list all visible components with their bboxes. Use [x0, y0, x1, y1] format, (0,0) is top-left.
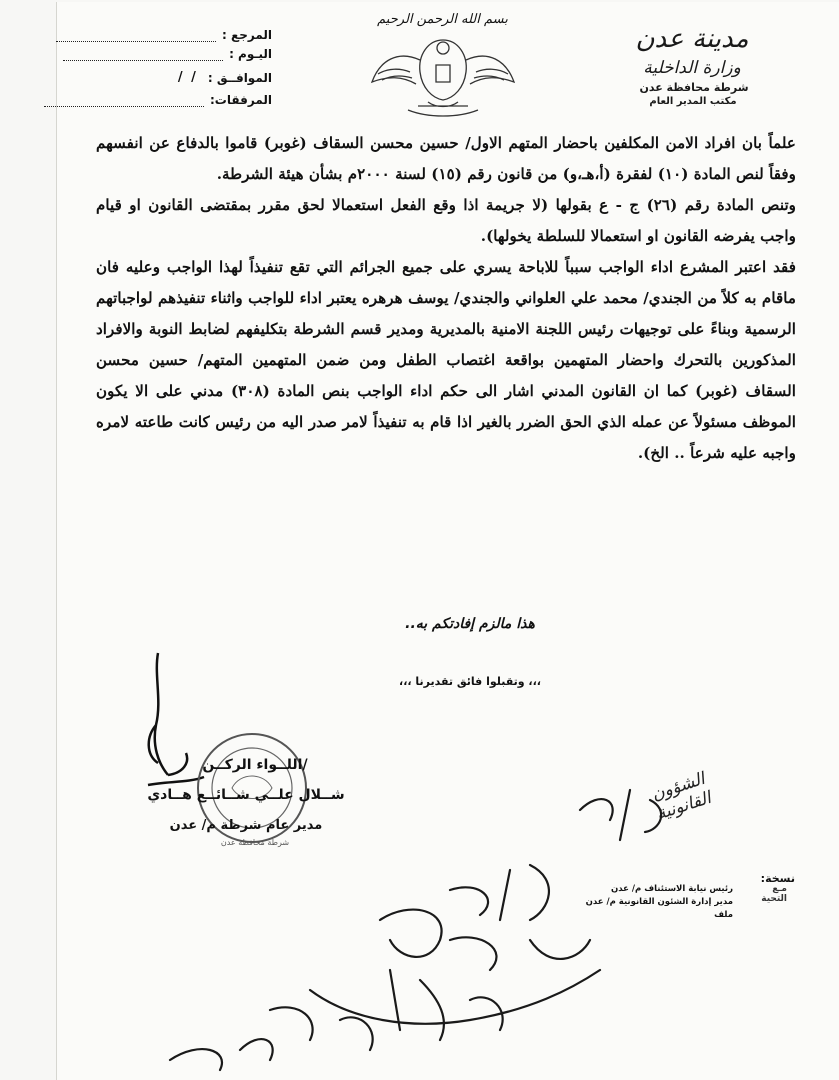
regards-line: ،،، وتقبلوا فائق تقديرنا ،،،: [399, 675, 541, 688]
date-field: [178, 70, 272, 85]
day-label: اليـوم :: [229, 47, 272, 61]
copy-item: مدير إدارة الشئون القانونية م/ عدن: [585, 897, 733, 907]
signature-name: شــلال علــي شــائــع هــادي: [147, 787, 345, 803]
header-ministry: وزارة الداخلية: [643, 58, 741, 78]
yemen-eagle-emblem-icon: [358, 10, 528, 120]
stamp-text: شرطة محافظة عدن: [220, 838, 290, 847]
header-city: مدينة عدن: [635, 24, 749, 54]
reference-field: [56, 28, 272, 42]
closing-line: هذا مالزم إفادتكم به..: [405, 616, 535, 632]
basmala: بسم الله الرحمن الرحيم: [377, 12, 508, 27]
date-label: الموافــق :: [207, 71, 272, 85]
copy-bullet: مـع التحية: [761, 884, 787, 904]
reference-line: [56, 29, 216, 42]
reference-label: المرجع :: [222, 28, 272, 42]
body-paragraph-3: فقد اعتبر المشرع اداء الواجب سبباً للاباحة يسري على جميع الجرائم التي تقع تنفيذاً لهذا الواجب وعليه فان ماقام به كلاً من الجندي/ محمد علي العلواني والجندي/ يوسف هرهره يعتبر اداء للواجب واثناء تنفيذهم لواجباتهم الرسمية وبناءً على توجيهات رئيس اللجنة الامنية بالمديرية ومدير قسم الشرطة بتكليفهم لضابط النوبة والافراد المذكورين بالتحرك واحضار المتهمين بواقعة اغتصاب الطفل ومن ضمن المتهمين المتهم/ حسين محسن السقاف (غوبر) كما ان القانون المدني اشار الى حكم اداء الواجب بنص المادة (٣٠٨) مدني على الا يكون الموظف مسئولاً عن عمله الذي الحق الضرر بالغير اذا قام به تنفيذاً لامر صدر اليه من رئيس كانت طاعته لامره واجبه عليه شرعاً .. الخ).: [96, 258, 797, 462]
letter-body: [96, 128, 796, 469]
signature-role: مدير عام شرطة م/ عدن: [169, 818, 323, 833]
copy-item: ملف: [714, 910, 733, 920]
header-office: مكتب المدير العام: [649, 96, 737, 107]
header-police: شرطة محافظة عدن: [639, 81, 749, 94]
day-field: [63, 47, 272, 61]
body-paragraph-2: وتنص المادة رقم (٢٦) ج - ع بقولها (لا جريمة اذا وقع الفعل استعمالا لحق مقرر بمقتضى القانون او قيام واجب يفرضه القانون او استعمالا للسلطة يخولها).: [96, 196, 797, 245]
copy-item: رئيس نيابة الاستئناف م/ عدن: [611, 884, 733, 894]
attachments-label: المرفقات:: [210, 93, 272, 107]
attachments-field: [44, 93, 272, 107]
handwritten-note: الشؤون القانونية: [649, 768, 714, 825]
handwritten-scribble-icon: [150, 770, 710, 1080]
date-slots: / /: [177, 70, 198, 85]
signature-title: /اللــواء الركــن: [202, 757, 308, 773]
copies-label: نسخة:: [760, 872, 795, 885]
day-line: [63, 48, 223, 61]
attachments-line: [44, 94, 204, 107]
body-paragraph-1: علماً بان افراد الامن المكلفين باحضار المتهم الاول/ حسين محسن السقاف (غوبر) قاموا بالدفاع عن انفسهم وفقاً لنص المادة (١٠) لفقرة (أ،هـ،و) من قانون رقم (١٥) لسنة ٢٠٠٠م بشأن هيئة الشرطة.: [96, 134, 796, 183]
